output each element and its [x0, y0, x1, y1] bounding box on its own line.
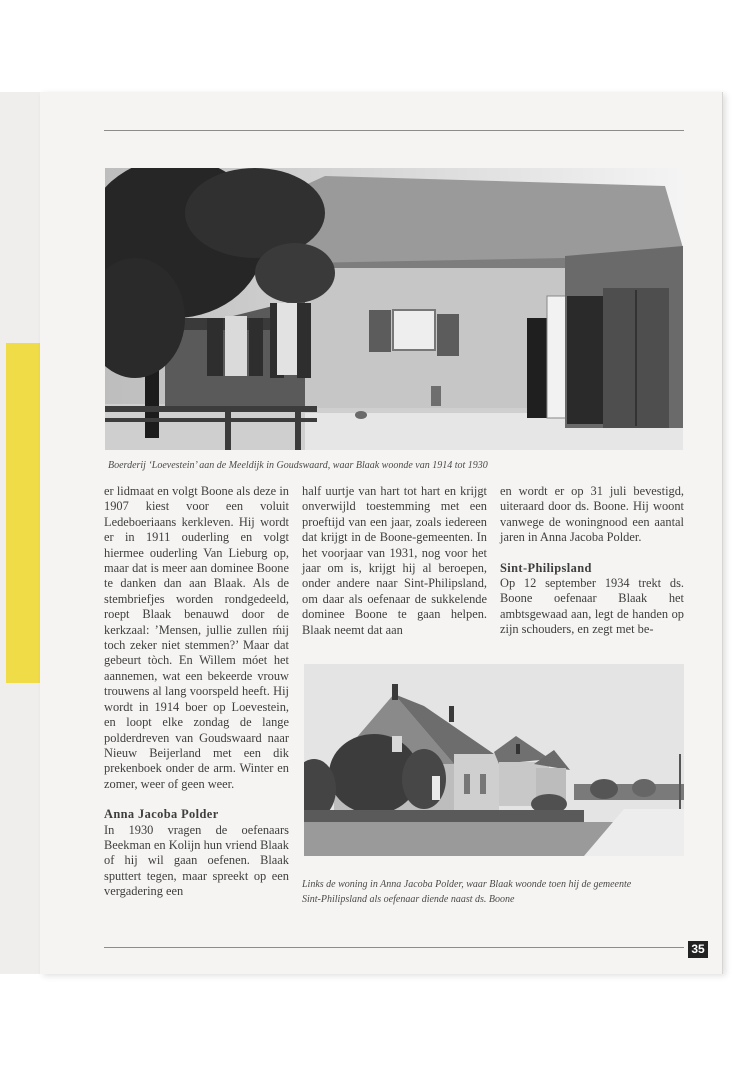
farmhouse-photo: [105, 168, 683, 450]
column3-paragraph-1: en wordt er op 31 juli bevestigd, uiteraard door ds. Boone. Hij woont vanwege de woningnood een aantal jaren in Anna Jacoba Polder.: [500, 484, 684, 545]
section-heading-sint-philipsland: Sint-Philipsland: [500, 560, 592, 575]
text-column-3: [500, 484, 684, 638]
top-rule: [104, 130, 684, 131]
bottom-rule: [104, 947, 684, 948]
column2-paragraph-1: half uurtje van hart tot hart en krijgt onverwijld toestemming met een proeftijd van een jaar, zoals iedereen dat krijgt in de Boone-gemeenten. In het voorjaar van 1931, nog voor het jaar om is, krijgt hij al beroepen, onder andere naar Sint-Philipsland, om daar als oefenaar de sukkelende dominee Boone te gaan helpen. Blaak neemt dat aan: [302, 484, 487, 637]
photo2-caption-line2: Sint-Philipsland als oefenaar diende naast ds. Boone: [302, 894, 515, 905]
photo1-caption: Boerderij ‘Loevestein’ aan de Meeldijk in Goudswaard, waar Blaak woonde van 1914 tot 1930: [108, 460, 488, 471]
text-column-1: [104, 484, 289, 900]
column1-paragraph-1: er lidmaat en volgt Boone als deze in 1907 kiest voor een voluit Ledeboeriaans kerkleven. Hij wordt er in 1911 ouderling en volgt hiermee ouderling Van Lieburg op, maar dat is meer aan dominee Boone te danken dan aan Blaak. Als de stembriefjes worden rondgedeeld, roept Blaak benauwd door de kerkzaal: ’Mensen, jullie zullen ḿij toch zeker niet stemmen?’ Maar dat gebeurt tòch. En Willem móet het aannemen, wat een bekeerde vrouw trouwens al lang voorspeld heeft. Hij wordt in 1914 boer op Loevestein, en loopt elke zondag de lange polderdreven van Goudswaard naar Nieuw Beijerland met een dik prekenboek onder de arm. Winter en zomer, weer of geen weer.: [104, 484, 289, 791]
section-heading-anna-jacoba-polder: Anna Jacoba Polder: [104, 807, 219, 822]
column3-paragraph-2: Op 12 september 1934 trekt ds. Boone oefenaar Blaak het ambtsgewaad aan, legt de handen op zijn schouders, en zegt met be-: [500, 576, 684, 637]
polder-houses-photo: [304, 664, 684, 856]
yellow-tab-marker: [6, 343, 44, 683]
page-number: 35: [688, 941, 708, 958]
column1-paragraph-2: In 1930 vragen de oefenaars Beekman en Kolijn hun vriend Blaak of hij wil gaan oefenen. Blaak sputtert tegen, maar spreekt op een vergadering een: [104, 822, 289, 899]
photo2-caption-line1: Links de woning in Anna Jacoba Polder, waar Blaak woonde toen hij de gemeente: [302, 879, 632, 890]
text-column-2: [302, 484, 487, 638]
